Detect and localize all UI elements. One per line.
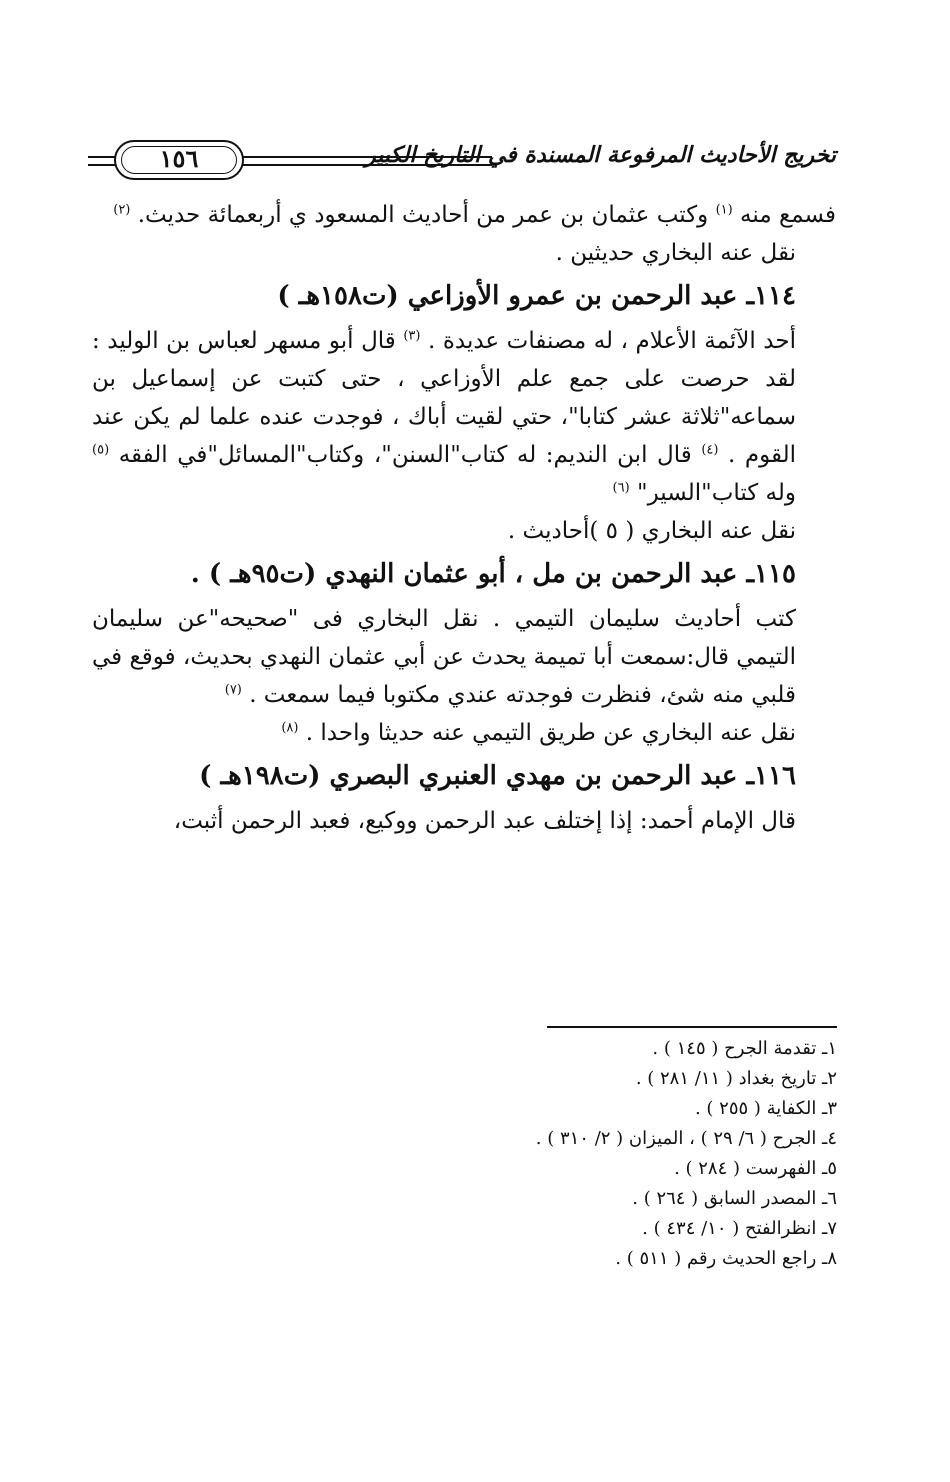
header-rule-left	[88, 156, 116, 166]
footnote-8: ٨ـ راجع الحديث رقم ( ٥١١ ) .	[615, 1248, 837, 1269]
header-rule-right	[242, 156, 492, 166]
footnote-ref-5[interactable]: (٥)	[92, 442, 110, 458]
footnote-2: ٢ـ تاريخ بغداد ( ١١/ ٢٨١ ) .	[635, 1068, 837, 1089]
main-text	[92, 196, 836, 840]
footnote-6: ٦ـ المصدر السابق ( ٢٦٤ ) .	[632, 1188, 837, 1209]
footnote-ref-3[interactable]: (٣)	[403, 328, 421, 344]
running-header	[88, 138, 836, 184]
footnote-ref-1[interactable]: (١)	[715, 202, 733, 218]
footnote-separator	[547, 1026, 837, 1028]
paragraph-7: قال الإمام أحمد: إذا إختلف عبد الرحمن ووكيع، فعبد الرحمن أثبت،	[173, 808, 796, 834]
footnote-ref-2[interactable]: (٢)	[113, 202, 131, 218]
footnotes-list	[137, 1034, 837, 1274]
footnote-ref-7[interactable]: (٧)	[224, 682, 242, 698]
entry-heading-116: ١١٦ـ عبد الرحمن بن مهدي العنبري البصري (ت١٩٨هـ )	[199, 761, 796, 791]
page-number-badge	[114, 140, 244, 180]
footnote-ref-4[interactable]: (٤)	[701, 442, 719, 458]
footnote-7: ٧ـ انظرالفتح ( ١٠/ ٤٣٤ ) .	[642, 1218, 837, 1239]
paragraph-5: كتب أحاديث سليمان التيمي . نقل البخاري فى "صحيحه"عن سليمان التيمي قال:سمعت أبا تميمة يحدث عن أبي عثمان النهدي بحديث، فوقع في قلبي منه شئ، فنظرت فوجدته عندي مكتوبا فيما سمعت . $^{(٧)}$	[92, 606, 796, 708]
book-title: تخريج الأحاديث المرفوعة المسندة في التاريخ الكبير	[365, 142, 836, 168]
paragraph-2: نقل عنه البخاري حديثين .	[555, 240, 796, 266]
entry-heading-114: ١١٤ـ عبد الرحمن بن عمرو الأوزاعي (ت١٥٨هـ )	[277, 281, 796, 311]
footnote-4: ٤ـ الجرح ( ٦/ ٢٩ ) ، الميزان ( ٢/ ٣١٠ ) .	[535, 1128, 837, 1149]
paragraph-6: نقل عنه البخاري عن طريق التيمي عنه حديثا واحدا . $^{(٨)}$	[281, 720, 796, 746]
paragraph-3: أحد الآئمة الأعلام ، له مصنفات عديدة . $^{(٣)}$ قال أبو مسهر لعباس بن الوليد : لقد حرصت على جمع علم الأوزاعي ، حتى كتبت عن إسماعيل بن سماعه"ثلاثة عشر كتابا"، حتي لقيت أباك ، فوجدت عنده علما لم يكن عند القوم . $^{(٤)}$ قال ابن النديم: له كتاب"السنن"، وكتاب"المسائل"في الفقه $^{(٥)}$ وله كتاب"السير" $^{(٦)}$	[92, 328, 797, 506]
page-number: ١٥٦	[159, 144, 199, 173]
paragraph-1: فسمع منه $^{(١)}$ وكتب عثمان بن عمر من أحاديث المسعود ي أربعمائة حديث. $^{(٢)}$	[113, 202, 836, 228]
footnote-ref-8[interactable]: (٨)	[281, 720, 299, 736]
footnote-5: ٥ـ الفهرست ( ٢٨٤ ) .	[674, 1158, 837, 1179]
footnote-ref-6[interactable]: (٦)	[612, 480, 630, 496]
footnote-1: ١ـ تقدمة الجرح ( ١٤٥ ) .	[652, 1038, 837, 1059]
paragraph-4: نقل عنه البخاري ( ٥ )أحاديث .	[507, 518, 796, 544]
footnote-3: ٣ـ الكفاية ( ٢٥٥ ) .	[694, 1098, 837, 1119]
entry-heading-115: ١١٥ـ عبد الرحمن بن مل ، أبو عثمان النهدي (ت٩٥هـ ) .	[190, 559, 796, 589]
